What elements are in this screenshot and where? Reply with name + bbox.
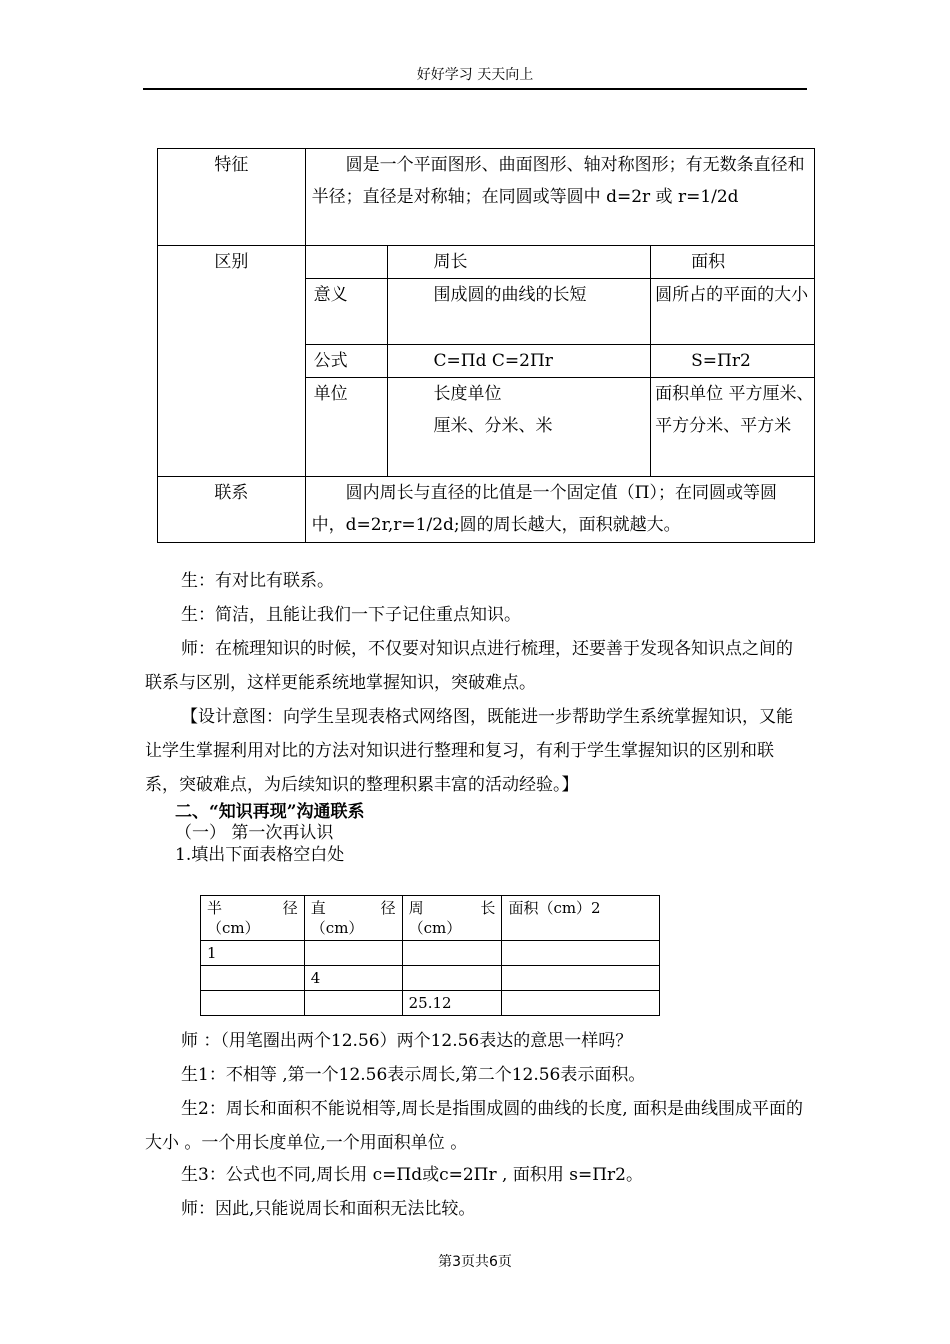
- question-1: 1.填出下面表格空白处: [175, 845, 345, 865]
- cell-r1-diameter: [304, 941, 402, 966]
- page-header: 好好学习 天天向上: [416, 67, 534, 83]
- cell-r3-area: [502, 991, 660, 1016]
- cell-r2-area: [502, 966, 660, 991]
- meaning-perimeter: 围成圆的曲线的长短: [387, 279, 651, 345]
- cell-r3-diameter: [304, 991, 402, 1016]
- diff-label: 区别: [158, 246, 306, 477]
- cell-r3-radius: [201, 991, 305, 1016]
- empty-header-cell: [305, 246, 387, 279]
- feature-text: 圆是一个平面图形、曲面图形、轴对称图形；有无数条直径和半径；直径是对称轴；在同圆或等圆中 d=2r 或 r=1/2d: [305, 149, 814, 246]
- unit-perimeter-line2: 厘米、分米、米: [433, 416, 553, 436]
- cell-r2-diameter: 4: [304, 966, 402, 991]
- dialogue-5: 师：因此,只能说周长和面积无法比较。: [181, 1199, 476, 1219]
- cell-r1-area: [502, 941, 660, 966]
- cell-r3-perimeter: 25.12: [402, 991, 502, 1016]
- link-label: 联系: [158, 477, 306, 543]
- meaning-area: 圆所占的平面的大小: [651, 279, 815, 345]
- header-divider: [143, 88, 807, 90]
- cell-r2-radius: [201, 966, 305, 991]
- header-perimeter: 周 长 （cm）: [402, 896, 502, 941]
- paragraph-1: 生：有对比有联系。: [181, 571, 334, 591]
- paragraph-3: 师：在梳理知识的时候，不仅要对知识点进行梳理，还要善于发现各知识点之间的联系与区别，这样更能系统地掌握知识，突破难点。: [145, 639, 793, 693]
- section-heading: 二、“知识再现”沟通联系: [175, 802, 365, 822]
- header-area: 面积（cm）2: [502, 896, 660, 941]
- paragraph-2: 生：简洁，且能让我们一下子记住重点知识。: [181, 605, 521, 625]
- dialogue-2: 生1：不相等 ,第一个12.56表示周长,第二个12.56表示面积。: [181, 1065, 646, 1085]
- link-text: 圆内周长与直径的比值是一个固定值（Π）；在同圆或等圆中，d=2r,r=1/2d;圆的周长越大，面积就越大。: [305, 477, 814, 543]
- formula-area: S=Πr2: [651, 345, 815, 378]
- feature-label: 特征: [158, 149, 306, 246]
- area-header: 面积: [651, 246, 815, 279]
- perimeter-header: 周长: [387, 246, 651, 279]
- dialogue-1: 师 ：（用笔圈出两个12.56）两个12.56表达的意思一样吗？: [181, 1031, 633, 1051]
- dialogue-4: 生3：公式也不同,周长用 c=Πd或c=2Πr , 面积用 s=Πr2。: [181, 1165, 643, 1185]
- formula-perimeter: C=Πd C=2Πr: [387, 345, 651, 378]
- cell-r1-radius: 1: [201, 941, 305, 966]
- header-radius: 半 径 （cm）: [201, 896, 305, 941]
- unit-perimeter-line1: 长度单位: [433, 384, 502, 404]
- circle-comparison-table: [157, 148, 815, 543]
- unit-area: 面积单位 平方厘米、平方分米、平方米: [651, 378, 815, 477]
- cell-r1-perimeter: [402, 941, 502, 966]
- meaning-label: 意义: [305, 279, 387, 345]
- fill-in-table: [200, 895, 660, 1016]
- cell-r2-perimeter: [402, 966, 502, 991]
- unit-perimeter: [387, 378, 651, 477]
- formula-label: 公式: [305, 345, 387, 378]
- page-number: 第3页共6页: [438, 1254, 512, 1270]
- header-diameter: 直 径 （cm）: [304, 896, 402, 941]
- design-intent: 【设计意图：向学生呈现表格式网络图，既能进一步帮助学生系统掌握知识，又能让学生掌握利用对比的方法对知识进行整理和复习，有利于学生掌握知识的区别和联系，突破难点，为后续知识的整理积累丰富的活动经验。】: [145, 707, 793, 795]
- dialogue-3: 生2：周长和面积不能说相等,周长是指围成圆的曲线的长度, 面积是曲线围成平面的大小 。一个用长度单位,一个用面积单位 。: [145, 1099, 804, 1153]
- subsection-heading: （一） 第一次再认识: [175, 823, 334, 843]
- unit-label: 单位: [305, 378, 387, 477]
